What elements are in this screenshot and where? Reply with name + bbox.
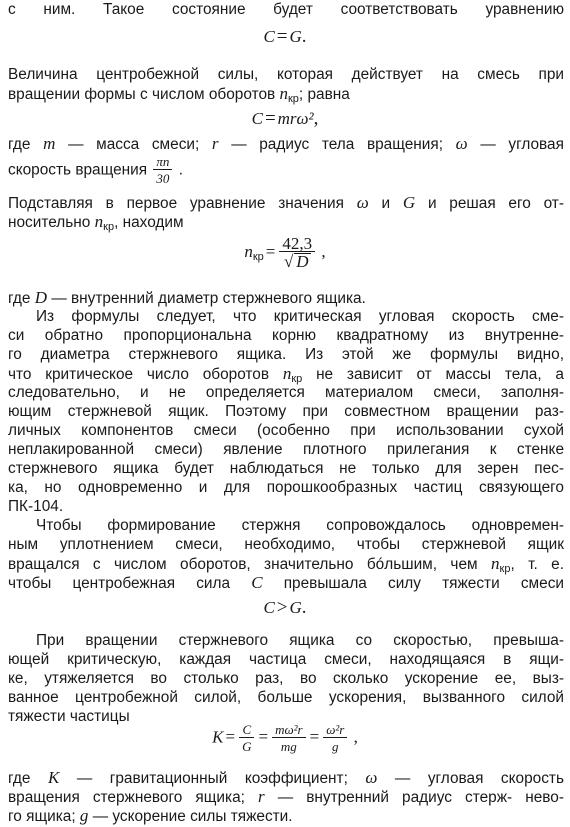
text-line: Чтобы формирование стержня сопровождалось одновремен-: [36, 517, 564, 534]
text-line: где K — гравитационный коэффициент; ω — угловая скорость: [8, 768, 564, 787]
text-line: го ящика; g — ускорение силы тяжести.: [8, 806, 293, 825]
fraction-mw2r-over-mg: $\frac{\text{mω²r}}{mg}$: [272, 722, 306, 755]
fraction-w2r-over-g: $\frac{\text{ω²r}}{g}$: [323, 722, 347, 755]
text-line: личных компонентов смеси (особенно при использовании сухой: [8, 422, 564, 439]
text-line: При вращении стержневого ящика со скоростью, превыша-: [36, 632, 564, 649]
text-line: тяжести частицы: [8, 708, 130, 725]
text-line: ПК-104.: [8, 498, 64, 515]
equation-c-equals-g: C = G.: [263, 26, 307, 47]
text-line: чтобы центробежная сила C превышала силу тяжести смеси: [8, 573, 564, 592]
text-line: что критическое число оборотов $n_{кр}$ не зависит от массы тела, а: [8, 364, 564, 385]
radical-sign: √: [283, 252, 294, 271]
text-line: ванное центробежной силой, больше ускорения, вызванного силой: [8, 689, 564, 706]
text-line: Из формулы следует, что критическая угловая скорость сме-: [36, 308, 564, 325]
text-line: Подставляя в первое уравнение значения ω и G и решая его от-: [8, 193, 564, 212]
fraction-pi-n-over-30: $\frac{\pi n}{30}$: [153, 154, 172, 187]
text-line: ным уплотнением смеси, необходимо, чтобы стержневой ящик: [8, 536, 564, 553]
equation-centrifugal-force: C = mrω²,: [251, 108, 319, 129]
text-line: ка, но одновременно и для порошкообразных частиц связующего: [8, 479, 564, 496]
fraction-c-over-g: $\frac{C}{G}$: [239, 722, 254, 755]
text-line: следовательно, и не определяется материалом смеси, заполня-: [8, 384, 564, 401]
text-line: ющим стержневой ящик. Поэтому при совместном вращении раз-: [8, 403, 564, 420]
text-line: где m — масса смеси; r — радиус тела вращения; ω — угловая: [8, 134, 564, 153]
equation-c-greater-g: C > G.: [263, 597, 307, 618]
text-line: с ним. Такое состояние будет соответствовать уравнению: [8, 1, 564, 18]
text-line: вращался с числом оборотов, значительно бóльшим, чем $n_{кр}$, т. е.: [8, 554, 564, 575]
equation-gravitational-coefficient: K = $\frac{C}{G}$ = $\frac{\text{mω²r}}{mg}$ = $\frac{\text{ω²r}}{g}$ ,: [212, 722, 358, 754]
fraction-42-3-over-sqrt-d: $\frac{42,3}{√ D}$: [279, 236, 315, 270]
text-line: вращении формы с числом оборотов $n_{кр}$; равна: [8, 84, 350, 105]
text-line: ке, утяжеляется во столько раз, во сколько ускорение ее, выз-: [8, 670, 564, 687]
text-line: ющей критическую, каждая частица смеси, находящаяся в ящи-: [8, 651, 564, 668]
text-line: вращения стержневого ящика; r — внутренний радиус стерж- нево-: [8, 787, 564, 806]
text-line: стержневого ящика будет наблюдаться не только для зерен пес-: [8, 460, 564, 477]
text-line: Величина центробежной силы, которая действует на смесь при: [8, 66, 564, 83]
text-line: носительно $n_{кр}$, находим: [8, 212, 184, 233]
text-line: неплакированной смеси) явление плотного прилегания к стенке: [8, 441, 564, 458]
text-line: где D — внутренний диаметр стержневого ящика.: [8, 288, 366, 307]
text-line: си обратно пропорциональна корню квадратному из внутренне-: [8, 327, 564, 344]
text-line: скорость вращения $\frac{\pi n}{30}$ .: [8, 154, 183, 186]
equation-critical-rpm: $n_{кр}$ = $\frac{42,3}{√ D}$ ,: [244, 234, 326, 271]
text-line: го диаметра стержневого ящика. Из этой же формулы видно,: [8, 346, 564, 363]
